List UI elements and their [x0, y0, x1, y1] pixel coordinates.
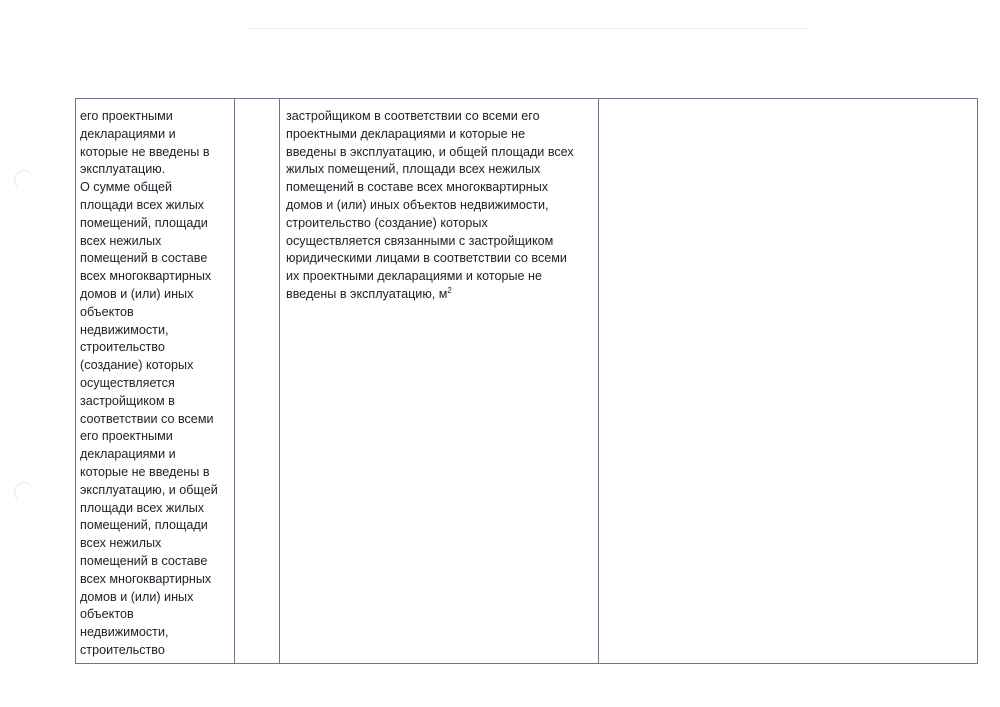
- table-cell-description: [76, 99, 235, 664]
- document-table: [75, 98, 978, 664]
- cell-description-text: его проектными декларациями и которые не введены в эксплуатацию. О сумме общей площади всех жилых помещений, площади всех нежилых помещений в составе всех многоквартирных домов и (или) иных объектов недвижимости, строительство (создание) которых осуществляется застройщиком в соответствии со всеми его проектными декларациями и которые не введены в эксплуатацию, и общей площади всех жилых помещений, площади всех нежилых помещений в составе всех многоквартирных домов и (или) иных объектов недвижимости, строительство: [80, 109, 218, 657]
- table-cell-narrow: [235, 99, 280, 664]
- indicator-text: застройщиком в соответствии со всеми его проектными декларациями и которые не введены в эксплуатацию, и общей площади всех жилых помещений, площади всех нежилых помещений в составе всех многоквартирных домов и (или) иных объектов недвижимости, строительство (создание) которых осуществляется связанными с застройщиком юридическими лицами в соответствии со всеми их проектными декларациями и которые не введены в эксплуатацию, м: [286, 109, 574, 301]
- punch-hole-mark-upper: [14, 170, 34, 190]
- punch-hole-mark-lower: [14, 482, 34, 502]
- table-row: [76, 99, 978, 664]
- table-cell-value: [599, 99, 978, 664]
- cell-indicator-text: [280, 99, 598, 304]
- scan-artifact-top: [250, 28, 810, 29]
- unit-superscript: 2: [447, 285, 452, 295]
- table-cell-indicator: [280, 99, 599, 664]
